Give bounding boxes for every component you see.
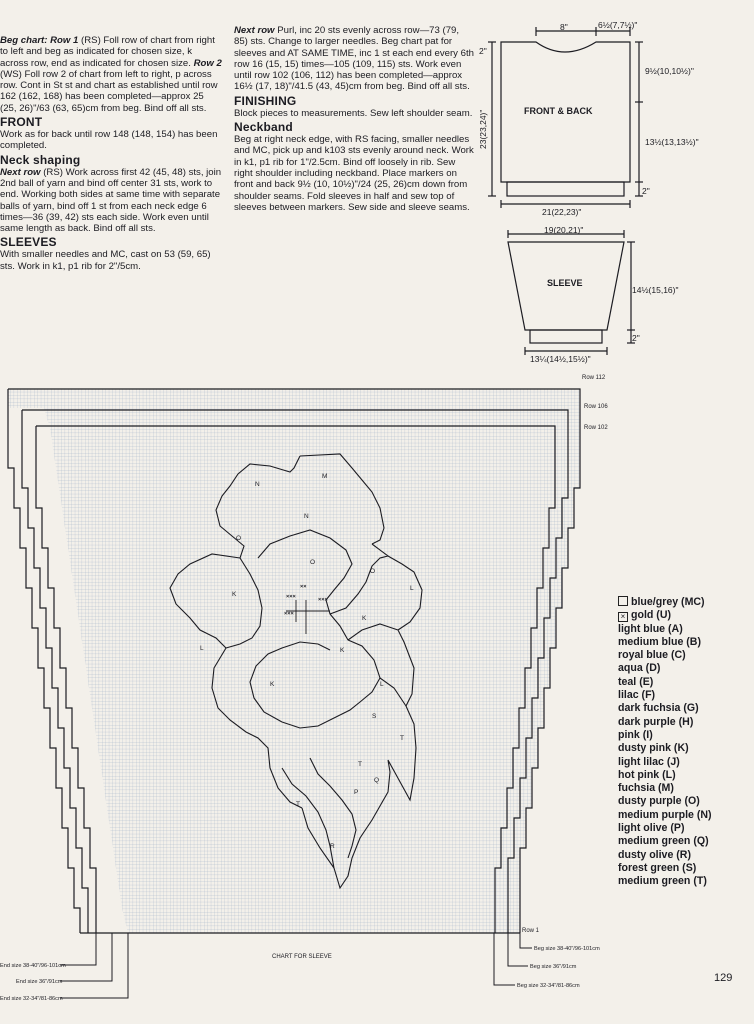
- legend-x-box-icon: ×: [618, 612, 628, 622]
- cell-letter: K: [232, 591, 237, 598]
- sleeves-text: With smaller needles and MC, cast on 53 (59, 65) sts. Work in k1, p1 rib for 2"/5cm.: [0, 249, 211, 272]
- front-back-rib: [507, 182, 624, 196]
- beg-size-medium: Beg size 36"/91cm: [530, 964, 577, 970]
- row-106-label: Row 106: [584, 404, 608, 410]
- legend-item: blue/grey (MC): [618, 596, 712, 609]
- legend-item: teal (E): [618, 675, 654, 688]
- beg-size-large: Beg size 38-40"/96-101cm: [534, 946, 600, 952]
- sleeves-heading: SLEEVES: [0, 235, 57, 250]
- dim-sleeve-top: 19(20,21)": [544, 225, 584, 235]
- chart-title: CHART FOR SLEEVE: [272, 954, 332, 960]
- cell-letter: M: [322, 473, 328, 480]
- legend-item: medium purple (N): [618, 808, 712, 821]
- dim-side: 13½(13,13½)": [645, 137, 699, 147]
- dim-front-length: 23(23,24)": [478, 109, 488, 149]
- sleeve-label: SLEEVE: [547, 278, 583, 288]
- end-size-small: End size 32-34"/81-86cm: [0, 996, 63, 1002]
- dim-front-neck: 8": [560, 22, 568, 32]
- finishing-heading: FINISHING: [234, 93, 297, 108]
- dim-armhole: 9½(10,10½)": [645, 66, 694, 76]
- legend-item: dusty pink (K): [618, 742, 689, 755]
- dim-front-shoulder: 6½(7,7½)": [598, 20, 638, 30]
- page-number: 129: [714, 972, 733, 984]
- cell-letter: N: [304, 513, 309, 520]
- legend-item: royal blue (C): [618, 649, 686, 662]
- beg-chart-text: (RS) Foll row of chart from right to left and beg as indicated for chosen size, k across row, end as indicated for chosen size.: [0, 35, 215, 69]
- svg-text:×××: ×××: [284, 611, 294, 617]
- legend-item: pink (I): [618, 728, 653, 741]
- legend-item: medium green (Q): [618, 835, 709, 848]
- cell-letter: L: [380, 681, 384, 688]
- legend-item: × gold (U): [618, 609, 712, 622]
- legend-item: light lilac (J): [618, 755, 680, 768]
- instructions-column-2: [234, 25, 474, 213]
- front-back-label: FRONT & BACK: [524, 106, 593, 116]
- row-1-label: Row 1: [522, 928, 540, 934]
- cell-letter: P: [354, 789, 359, 796]
- schematic-diagrams: [474, 14, 750, 370]
- dim-sleeve-rib: 2": [632, 333, 640, 343]
- legend-item: dusty purple (O): [618, 795, 700, 808]
- front-text: Work as for back until row 148 (148, 154) has been completed.: [0, 129, 218, 152]
- color-legend: [618, 596, 712, 889]
- sleeve-rib: [530, 330, 602, 343]
- legend-item: hot pink (L): [618, 768, 676, 781]
- sleeve-chart: [0, 368, 640, 1008]
- neck-shaping-paragraph: [0, 167, 222, 235]
- row2-text: (WS) Foll row 2 of chart from left to right, p across row. Cont in St st and chart as established until row 162 (162, 168) has been completed—approx 25 (25, 26)"/63 (63, 65)cm from beg. Bind off all sts.: [0, 68, 218, 114]
- legend-item: aqua (D): [618, 662, 661, 675]
- cell-letter: O: [370, 568, 376, 575]
- beg-size-small: Beg size 32-34"/81-86cm: [517, 983, 580, 989]
- legend-item: dusty olive (R): [618, 848, 691, 861]
- legend-box-icon: [618, 596, 628, 606]
- cell-letter: O: [310, 559, 316, 566]
- finishing-text: Block pieces to measurements. Sew left shoulder seam.: [234, 107, 473, 119]
- cell-letter: T: [296, 801, 300, 808]
- sleeve-next-row-paragraph: [234, 25, 474, 93]
- legend-item: light blue (A): [618, 622, 683, 635]
- next-row-text: Purl, inc 20 sts evenly across row—73 (79, 85) sts. Change to larger needles. Beg chart pat for sleeves and AT SAME TIME, inc 1 st each end every 6th row 16 (15, 15) times—105 (109, 115) sts. Work even until row 102 (106, 112) has been completed—approx 16½ (17, 18)"/41.5 (43, 45)cm from beg. Bind off all sts.: [234, 25, 474, 93]
- instructions-column-1: [0, 35, 222, 272]
- cell-letter: O: [236, 535, 242, 542]
- dim-front-width: 21(22,23)": [542, 207, 582, 217]
- cell-letter: N: [255, 481, 260, 488]
- legend-item: light olive (P): [618, 822, 685, 835]
- svg-text:××: ××: [300, 584, 307, 590]
- chart-grid: [8, 389, 580, 933]
- svg-text:×××: ×××: [318, 597, 328, 603]
- dim-sleeve-length: 14½(15,16)": [632, 285, 679, 295]
- neckband-text: Beg at right neck edge, with RS facing, smaller needles and MC, pick up and k103 sts evenly around neck. Work in k1, p1 rib for 1"/2.5cm. Bind off loosely in rib. Sew right shoulder including neckband. Place markers on front and back 9½ (10, 10½)"/24 (25, 26)cm down from shoulder seams. Fold sleeves in half and sew top of sleeves between markers. Sew side and sleeve seams.: [234, 134, 474, 213]
- cell-letter: T: [400, 735, 404, 742]
- legend-item: forest green (S): [618, 861, 697, 874]
- legend-item: medium blue (B): [618, 635, 701, 648]
- cell-letter: Q: [374, 777, 380, 784]
- legend-item: dark purple (H): [618, 715, 694, 728]
- legend-item: lilac (F): [618, 689, 656, 702]
- end-size-medium: End size 36"/91cm: [16, 979, 63, 985]
- neck-next-row-label: Next row: [0, 166, 41, 178]
- legend-item: medium green (T): [618, 875, 707, 888]
- back-chart-paragraph: [0, 35, 222, 114]
- neck-shaping-text: (RS) Work across first 42 (45, 48) sts, join 2nd ball of yarn and bind off center 31 sts, work to end. Working both sides at same time with separate balls of yarn, bind off 1 st from each neck edge 6 times—36 (39, 42) sts each side. Work even until same length as back. Bind off all sts.: [0, 166, 222, 235]
- cell-letter: S: [372, 713, 377, 720]
- end-size-large: End size 38-40"/96-101cm: [0, 963, 66, 969]
- next-row-label: Next row: [234, 25, 275, 36]
- row-112-label: Row 112: [582, 375, 606, 381]
- cell-letter: L: [200, 645, 204, 652]
- beg-chart-label: Beg chart: Row 1: [0, 35, 79, 46]
- cell-letter: K: [270, 681, 275, 688]
- cell-letter: L: [410, 585, 414, 592]
- row-102-label: Row 102: [584, 425, 608, 431]
- legend-item: fuchsia (M): [618, 782, 674, 795]
- front-heading: FRONT: [0, 115, 43, 130]
- dim-front-top-left: 2": [479, 46, 487, 56]
- cell-letter: K: [340, 647, 345, 654]
- cell-letter: T: [358, 761, 362, 768]
- svg-text:×××: ×××: [286, 594, 296, 600]
- row2-label: Row 2: [193, 57, 222, 69]
- neckband-heading: Neckband: [234, 120, 293, 135]
- cell-letter: R: [330, 843, 335, 850]
- neck-shaping-heading: Neck shaping: [0, 152, 81, 167]
- cell-letter: K: [362, 615, 367, 622]
- legend-item: dark fuchsia (G): [618, 702, 699, 715]
- dim-sleeve-bottom: 13¼(14½,15½)": [530, 354, 591, 364]
- dim-front-rib: 2": [642, 186, 650, 196]
